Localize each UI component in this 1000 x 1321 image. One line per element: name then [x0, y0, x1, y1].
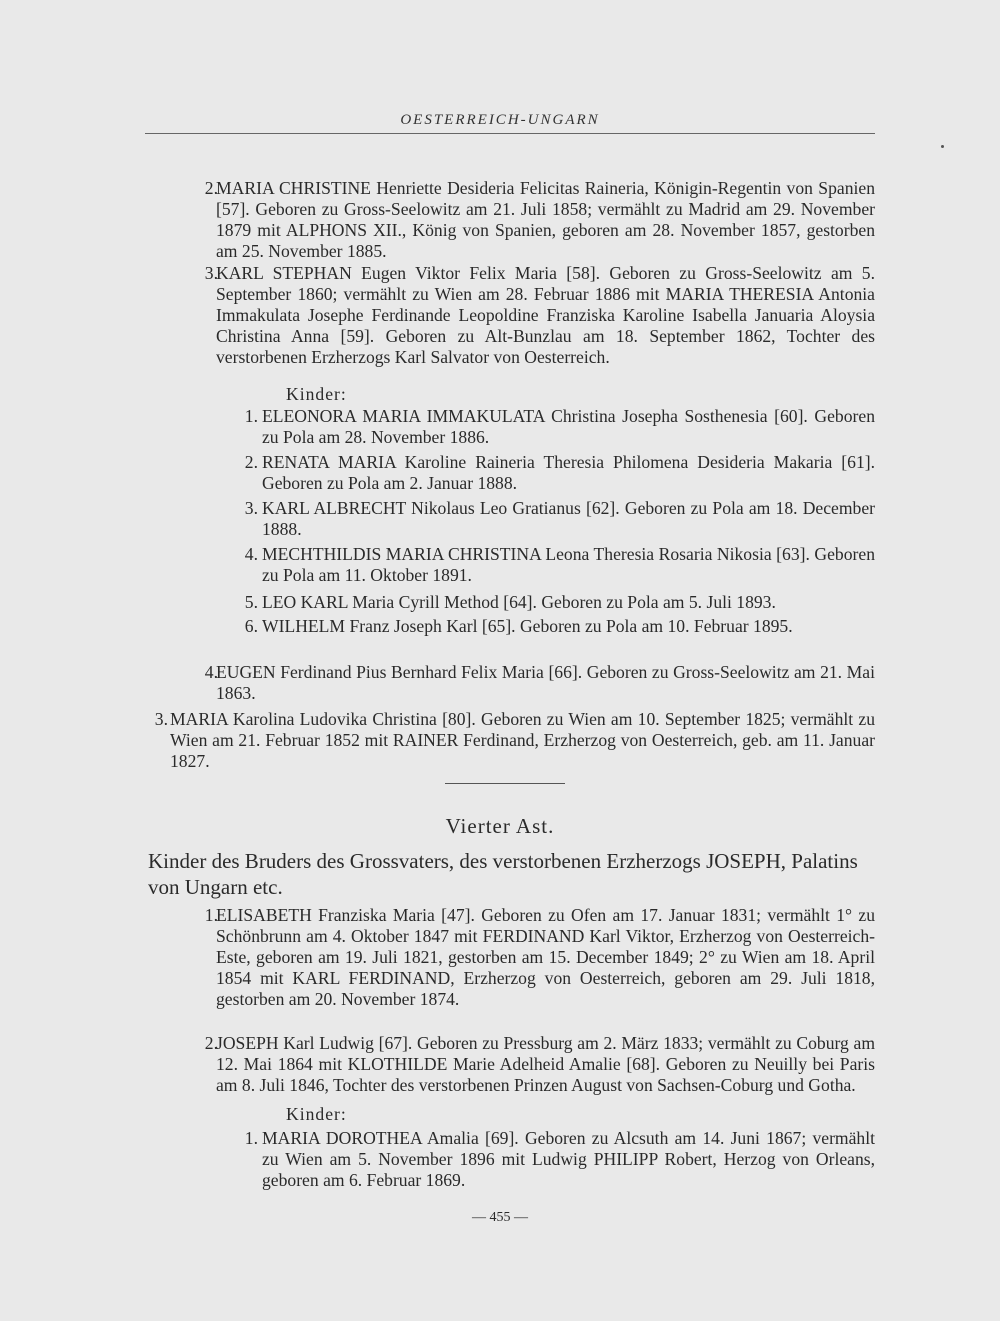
entry-text: KARL ALBRECHT Nikolaus Leo Gratianus [62]. Geboren zu Pola am 18. December 1888. [262, 498, 875, 539]
entry-wilhelm [230, 616, 875, 637]
entry-eugen [190, 662, 875, 704]
entry-karl-albrecht [230, 498, 875, 540]
entry-number: 3. [154, 709, 168, 729]
entry-text: LEO KARL Maria Cyrill Method [64]. Geboren zu Pola am 5. Juli 1893. [262, 592, 776, 612]
header-rule [145, 133, 875, 134]
section-subtitle: Kinder des Bruders des Grossvaters, des verstorbenen Erzherzogs JOSEPH, Palatins von Ungarn etc. [148, 849, 858, 899]
entry-text: JOSEPH Karl Ludwig [67]. Geboren zu Pressburg am 2. März 1833; vermählt zu Coburg am 12. Mai 1864 mit KLOTHILDE Marie Adelheid Amalie [68]. Geboren zu Neuilly bei Paris am 8. Juli 1846, Tochter des verstorbenen Prinzen August von Sachsen-Coburg und Gotha. [216, 1033, 875, 1095]
entry-text: MECHTHILDIS MARIA CHRISTINA Leona Theresia Rosaria Nikosia [63]. Geboren zu Pola am 11. Oktober 1891. [262, 544, 875, 585]
running-title: OESTERREICH-UNGARN [400, 112, 600, 128]
entry-text: EUGEN Ferdinand Pius Bernhard Felix Maria [66]. Geboren zu Gross-Seelowitz am 21. Mai 1863. [216, 662, 875, 703]
entry-text: MARIA Karolina Ludovika Christina [80]. Geboren zu Wien am 10. September 1825; vermählt zu Wien am 21. Februar 1852 mit RAINER Ferdinand, Erzherzog von Oesterreich, geb. am 11. Januar 1827. [170, 709, 875, 771]
page-number: — 455 — [472, 1210, 528, 1225]
entry-number: 2. [204, 178, 218, 198]
entry-number: 1. [204, 905, 218, 925]
entry-number: 4. [204, 662, 218, 682]
entry-leo-karl [230, 592, 875, 613]
entry-text: ELISABETH Franziska Maria [47]. Geboren zu Ofen am 17. Januar 1831; vermählt 1° zu Schönbrunn am 4. Oktober 1847 mit FERDINAND Karl Viktor, Erzherzog von Oesterreich-Este, geboren am 19. Juli 1821, gestorben am 15. December 1849; 2° zu Wien am 18. April 1854 mit KARL FERDINAND, Erzherzog von Oesterreich, geboren am 29. Juli 1818, gestorben am 20. November 1874. [216, 905, 875, 1009]
entry-text: WILHELM Franz Joseph Karl [65]. Geboren zu Pola am 10. Februar 1895. [262, 616, 793, 636]
entry-number: 3. [204, 263, 218, 283]
entry-number: 5. [244, 592, 258, 612]
section-title: Vierter Ast. [445, 814, 555, 838]
entry-maria-christine [190, 178, 875, 262]
entry-text: ELEONORA MARIA IMMAKULATA Christina Josepha Sosthenesia [60]. Geboren zu Pola am 28. November 1886. [262, 406, 875, 447]
section-divider [445, 783, 565, 784]
entry-renata [230, 452, 875, 494]
entry-maria-karolina [140, 709, 875, 772]
entry-text: MARIA DOROTHEA Amalia [69]. Geboren zu Alcsuth am 14. Juni 1867; vermählt zu Wien am 5. November 1896 mit Ludwig PHILIPP Robert, Herzog von Orleans, geboren am 6. Februar 1869. [262, 1128, 875, 1190]
entry-maria-dorothea [230, 1128, 875, 1191]
entry-number: 2. [204, 1033, 218, 1053]
entry-number: 1. [244, 1128, 258, 1148]
entry-elisabeth [190, 905, 875, 1010]
entry-number: 6. [244, 616, 258, 636]
entry-number: 1. [244, 406, 258, 426]
entry-joseph-karl [190, 1033, 875, 1096]
entry-eleonora [230, 406, 875, 448]
entry-number: 3. [244, 498, 258, 518]
entry-karl-stephan [190, 263, 875, 368]
kinder-heading: Kinder: [286, 1104, 347, 1124]
kinder-heading: Kinder: [286, 384, 347, 404]
entry-mechthildis [230, 544, 875, 586]
entry-text: KARL STEPHAN Eugen Viktor Felix Maria [58]. Geboren zu Gross-Seelowitz am 5. September 1860; vermählt zu Wien am 28. Februar 1886 mit MARIA THERESIA Antonia Immakulata Josephe Ferdinande Leopoldine Franziska Karoline Isabella Januaria Aloysia Christina Anna [59]. Geboren zu Alt-Bunzlau am 18. September 1862, Tochter des verstorbenen Erzherzogs Karl Salvator von Oesterreich. [216, 263, 875, 367]
entry-text: MARIA CHRISTINE Henriette Desideria Felicitas Raineria, Königin-Regentin von Spanien [57]. Geboren zu Gross-Seelowitz am 21. Juli 1858; vermählt zu Madrid am 29. November 1879 mit ALPHONS XII., König von Spanien, geboren am 28. November 1857, gestorben am 25. November 1885. [216, 178, 875, 261]
entry-text: RENATA MARIA Karoline Raineria Theresia Philomena Desideria Makaria [61]. Geboren zu Pola am 2. Januar 1888. [262, 452, 875, 493]
entry-number: 2. [244, 452, 258, 472]
entry-number: 4. [244, 544, 258, 564]
print-speck [941, 145, 944, 148]
